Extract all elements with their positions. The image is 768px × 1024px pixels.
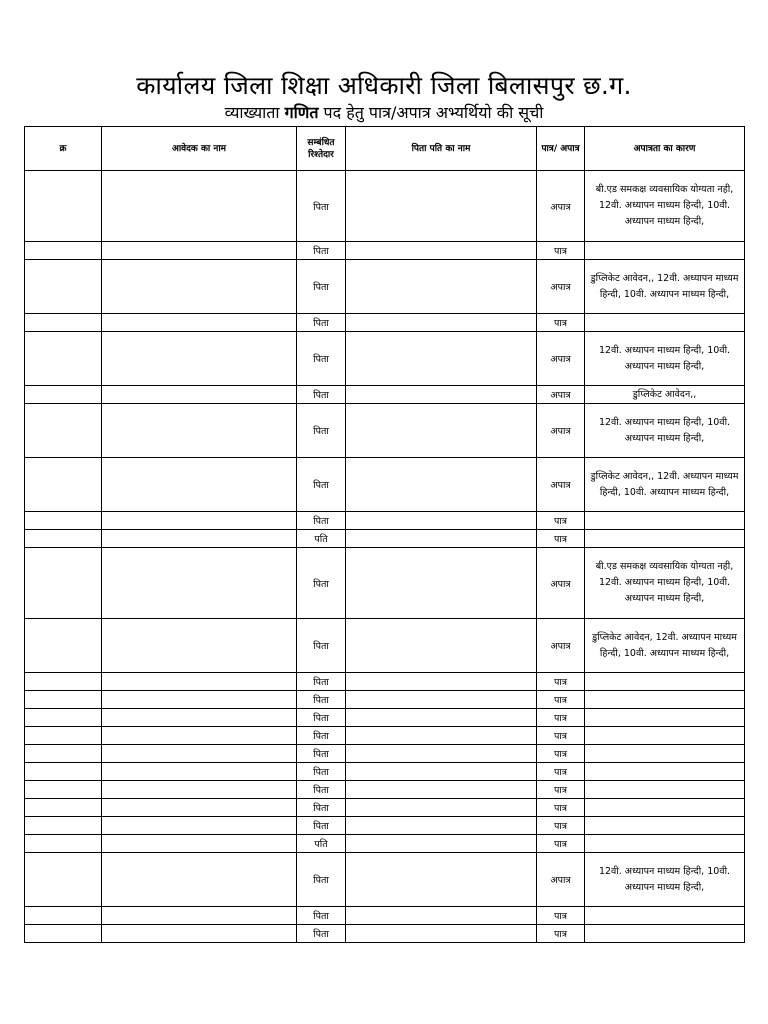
header-reason: अपात्रता का कारण <box>585 127 745 171</box>
relation-cell: पिता <box>297 673 346 691</box>
status-cell: पात्र <box>537 907 585 925</box>
table-body <box>25 171 745 943</box>
relation-cell: पिता <box>297 763 346 781</box>
father-name-cell <box>346 260 537 314</box>
father-name-cell <box>346 171 537 242</box>
applicant-name-cell <box>102 745 297 763</box>
status-cell: पात्र <box>537 709 585 727</box>
serial-cell <box>25 404 102 458</box>
serial-cell <box>25 727 102 745</box>
father-name-cell <box>346 548 537 619</box>
table-row <box>25 332 745 386</box>
father-name-cell <box>346 530 537 548</box>
father-name-cell <box>346 925 537 943</box>
status-cell: पात्र <box>537 817 585 835</box>
applicant-name-cell <box>102 853 297 907</box>
serial-cell <box>25 745 102 763</box>
table-row <box>25 619 745 673</box>
subtitle-suffix: पद हेतु पात्र/अपात्र अभ्यर्थियो की सूची <box>318 103 544 122</box>
table-row <box>25 260 745 314</box>
serial-cell <box>25 386 102 404</box>
applicant-name-cell <box>102 709 297 727</box>
applicant-name-cell <box>102 171 297 242</box>
serial-cell <box>25 835 102 853</box>
father-name-cell <box>346 745 537 763</box>
status-cell: पात्र <box>537 530 585 548</box>
relation-cell: पिता <box>297 548 346 619</box>
serial-cell <box>25 530 102 548</box>
applicant-name-cell <box>102 925 297 943</box>
applicant-name-cell <box>102 260 297 314</box>
serial-cell <box>25 548 102 619</box>
table-row <box>25 314 745 332</box>
serial-cell <box>25 853 102 907</box>
status-cell: पात्र <box>537 835 585 853</box>
table-row <box>25 907 745 925</box>
applicant-name-cell <box>102 548 297 619</box>
reason-cell <box>585 835 745 853</box>
relation-cell: पिता <box>297 386 346 404</box>
applicant-name-cell <box>102 907 297 925</box>
document-subtitle <box>0 101 768 123</box>
status-cell: पात्र <box>537 781 585 799</box>
applicant-name-cell <box>102 727 297 745</box>
serial-cell <box>25 691 102 709</box>
father-name-cell <box>346 332 537 386</box>
status-cell: पात्र <box>537 925 585 943</box>
applicant-name-cell <box>102 817 297 835</box>
reason-cell <box>585 799 745 817</box>
document-title: कार्यालय जिला शिक्षा अधिकारी जिला बिलासपुर छ.ग. <box>136 71 632 100</box>
relation-cell: पिता <box>297 925 346 943</box>
reason-cell: बी.एड समकक्ष व्यवसायिक योग्यता नही, 12वी. अध्यापन माध्यम हिन्दी, 10वी. अध्यापन माध्यम हिन्दी, <box>585 171 745 242</box>
table-row <box>25 530 745 548</box>
header-serial: क्र <box>25 127 102 171</box>
serial-cell <box>25 907 102 925</box>
relation-cell: पिता <box>297 512 346 530</box>
father-name-cell <box>346 727 537 745</box>
relation-cell: पति <box>297 835 346 853</box>
father-name-cell <box>346 242 537 260</box>
reason-cell <box>585 817 745 835</box>
reason-cell <box>585 530 745 548</box>
status-cell: पात्र <box>537 242 585 260</box>
table-row <box>25 799 745 817</box>
status-cell: अपात्र <box>537 171 585 242</box>
relation-cell: पिता <box>297 242 346 260</box>
applicant-name-cell <box>102 512 297 530</box>
applicant-name-cell <box>102 404 297 458</box>
father-name-cell <box>346 907 537 925</box>
relation-cell: पिता <box>297 458 346 512</box>
relation-cell: पति <box>297 530 346 548</box>
table-row <box>25 548 745 619</box>
status-cell: पात्र <box>537 673 585 691</box>
status-cell: अपात्र <box>537 458 585 512</box>
status-cell: पात्र <box>537 799 585 817</box>
relation-cell: पिता <box>297 907 346 925</box>
candidate-table <box>24 126 745 943</box>
applicant-name-cell <box>102 386 297 404</box>
table-row <box>25 727 745 745</box>
table-row <box>25 242 745 260</box>
reason-cell <box>585 242 745 260</box>
relation-cell: पिता <box>297 709 346 727</box>
serial-cell <box>25 619 102 673</box>
relation-cell: पिता <box>297 727 346 745</box>
serial-cell <box>25 709 102 727</box>
table-row <box>25 691 745 709</box>
status-cell: पात्र <box>537 745 585 763</box>
reason-cell <box>585 512 745 530</box>
applicant-name-cell <box>102 314 297 332</box>
serial-cell <box>25 799 102 817</box>
serial-cell <box>25 260 102 314</box>
subtitle-prefix: व्याख्याता <box>224 103 285 122</box>
status-cell: पात्र <box>537 512 585 530</box>
reason-cell <box>585 763 745 781</box>
reason-cell <box>585 691 745 709</box>
father-name-cell <box>346 458 537 512</box>
table-row <box>25 512 745 530</box>
relation-cell: पिता <box>297 817 346 835</box>
serial-cell <box>25 925 102 943</box>
relation-cell: पिता <box>297 404 346 458</box>
header-applicant-name: आवेदक का नाम <box>102 127 297 171</box>
reason-cell: 12वी. अध्यापन माध्यम हिन्दी, 10वी. अध्यापन माध्यम हिन्दी, <box>585 853 745 907</box>
serial-cell <box>25 314 102 332</box>
table-row <box>25 763 745 781</box>
status-cell: अपात्र <box>537 260 585 314</box>
reason-cell: डुप्लिकेट आवेदन,, <box>585 386 745 404</box>
status-cell: अपात्र <box>537 853 585 907</box>
table-row <box>25 925 745 943</box>
serial-cell <box>25 332 102 386</box>
father-name-cell <box>346 386 537 404</box>
relation-cell: पिता <box>297 799 346 817</box>
serial-cell <box>25 673 102 691</box>
table-row <box>25 458 745 512</box>
reason-cell <box>585 925 745 943</box>
reason-cell <box>585 709 745 727</box>
applicant-name-cell <box>102 835 297 853</box>
relation-cell: पिता <box>297 314 346 332</box>
father-name-cell <box>346 853 537 907</box>
applicant-name-cell <box>102 619 297 673</box>
applicant-name-cell <box>102 332 297 386</box>
status-cell: पात्र <box>537 314 585 332</box>
father-name-cell <box>346 673 537 691</box>
serial-cell <box>25 781 102 799</box>
reason-cell <box>585 907 745 925</box>
reason-cell <box>585 745 745 763</box>
reason-cell: डुप्लिकेट आवेदन,, 12वी. अध्यापन माध्यम हिन्दी, 10वी. अध्यापन माध्यम हिन्दी, <box>585 260 745 314</box>
status-cell: अपात्र <box>537 332 585 386</box>
applicant-name-cell <box>102 691 297 709</box>
father-name-cell <box>346 619 537 673</box>
applicant-name-cell <box>102 458 297 512</box>
relation-cell: पिता <box>297 260 346 314</box>
serial-cell <box>25 512 102 530</box>
reason-cell: 12वी. अध्यापन माध्यम हिन्दी, 10वी. अध्यापन माध्यम हिन्दी, <box>585 404 745 458</box>
serial-cell <box>25 817 102 835</box>
header-relation: सम्बंधित रिश्तेदार <box>297 127 346 171</box>
reason-cell: 12वी. अध्यापन माध्यम हिन्दी, 10वी. अध्यापन माध्यम हिन्दी, <box>585 332 745 386</box>
reason-cell: डुप्लिकेट आवेदन, 12वी. अध्यापन माध्यम हिन्दी, 10वी. अध्यापन माध्यम हिन्दी, <box>585 619 745 673</box>
table-row <box>25 853 745 907</box>
table-row <box>25 709 745 727</box>
header-status: पात्र/ अपात्र <box>537 127 585 171</box>
reason-cell: डुप्लिकेट आवेदन,, 12वी. अध्यापन माध्यम हिन्दी, 10वी. अध्यापन माध्यम हिन्दी, <box>585 458 745 512</box>
status-cell: अपात्र <box>537 386 585 404</box>
relation-cell: पिता <box>297 171 346 242</box>
table-row <box>25 817 745 835</box>
relation-cell: पिता <box>297 853 346 907</box>
reason-cell: बी.एड समकक्ष व्यवसायिक योग्यता नही, 12वी. अध्यापन माध्यम हिन्दी, 10वी. अध्यापन माध्यम हिन्दी, <box>585 548 745 619</box>
status-cell: अपात्र <box>537 619 585 673</box>
table-row <box>25 781 745 799</box>
father-name-cell <box>346 314 537 332</box>
applicant-name-cell <box>102 763 297 781</box>
header-father-name: पिता पति का नाम <box>346 127 537 171</box>
father-name-cell <box>346 709 537 727</box>
applicant-name-cell <box>102 673 297 691</box>
relation-cell: पिता <box>297 619 346 673</box>
serial-cell <box>25 763 102 781</box>
subtitle-subject: गणित <box>284 103 319 122</box>
serial-cell <box>25 242 102 260</box>
father-name-cell <box>346 799 537 817</box>
relation-cell: पिता <box>297 691 346 709</box>
father-name-cell <box>346 763 537 781</box>
table-row <box>25 386 745 404</box>
table-row <box>25 835 745 853</box>
table-row <box>25 673 745 691</box>
father-name-cell <box>346 781 537 799</box>
status-cell: पात्र <box>537 763 585 781</box>
status-cell: अपात्र <box>537 548 585 619</box>
father-name-cell <box>346 817 537 835</box>
status-cell: अपात्र <box>537 404 585 458</box>
father-name-cell <box>346 512 537 530</box>
applicant-name-cell <box>102 530 297 548</box>
reason-cell <box>585 673 745 691</box>
father-name-cell <box>346 404 537 458</box>
reason-cell <box>585 727 745 745</box>
reason-cell <box>585 314 745 332</box>
status-cell: पात्र <box>537 727 585 745</box>
table-header-row <box>25 127 745 171</box>
table-row <box>25 404 745 458</box>
applicant-name-cell <box>102 781 297 799</box>
serial-cell <box>25 458 102 512</box>
serial-cell <box>25 171 102 242</box>
relation-cell: पिता <box>297 745 346 763</box>
relation-cell: पिता <box>297 332 346 386</box>
father-name-cell <box>346 691 537 709</box>
table-row <box>25 745 745 763</box>
status-cell: पात्र <box>537 691 585 709</box>
relation-cell: पिता <box>297 781 346 799</box>
table-row <box>25 171 745 242</box>
applicant-name-cell <box>102 242 297 260</box>
reason-cell <box>585 781 745 799</box>
applicant-name-cell <box>102 799 297 817</box>
father-name-cell <box>346 835 537 853</box>
